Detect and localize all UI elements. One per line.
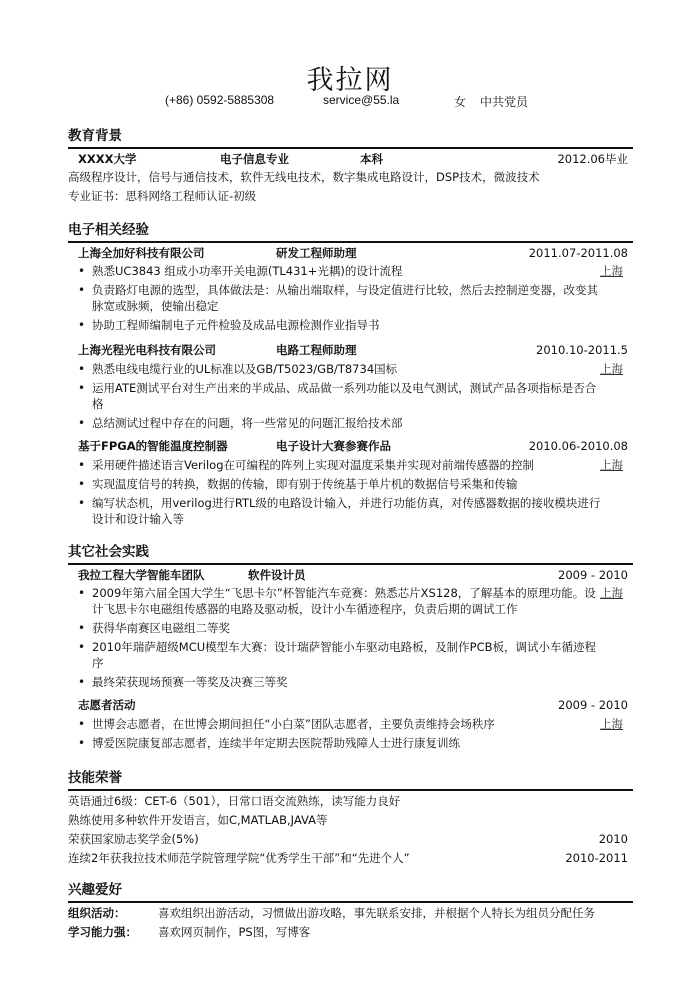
education-section (68, 126, 633, 203)
list-item: • 负责路灯电源的选型，具体做法是：从输出端取样，与设定值进行比较，然后去控制逆变器，改变其脉宽或脉频，使输出稳定 (68, 282, 603, 314)
skill-date: 2010-2011 (565, 851, 628, 865)
job-bullets (68, 361, 603, 434)
job-bullets (68, 457, 603, 530)
resume-name: 我拉网 (306, 65, 394, 96)
list-item: • 运用ATE测试平台对生产出来的半成品、成品做一系列功能以及电气测试，测试产品各项指标是否合格 (68, 380, 603, 412)
hobby-text: 喜欢网页制作，PS图，写博客 (158, 925, 311, 939)
skill-line: 荣获国家励志奖学金(5%) (68, 832, 199, 846)
major: 电子信息专业 (220, 152, 289, 166)
list-item: • 总结测试过程中存在的问题，将一些常见的问题汇报给技术部 (68, 415, 603, 431)
activity-date: 2009 - 2010 (558, 698, 628, 712)
list-item: • 熟悉电线电缆行业的UL标准以及GB/T5023/GB/T8734国标 (68, 361, 603, 377)
hobbies-section (68, 880, 633, 939)
activity-location: 上海 (600, 586, 623, 600)
skill-line: 连续2年获我拉技术师范学院管理学院“优秀学生干部”和“先进个人” (68, 851, 410, 865)
activity-bullets (68, 716, 603, 754)
skill-line: 熟练使用多种软件开发语言，如C,MATLAB,JAVA等 (68, 813, 328, 827)
hobby-text: 喜欢组织出游活动，习惯做出游攻略，事先联系安排，并根据个人特长为组员分配任务 (158, 906, 595, 920)
political-status: 中共党员 (480, 95, 529, 109)
list-item: • 采用硬件描述语言Verilog在可编程的阵列上实现对温度采集并实现对前端传感器的控制 (68, 457, 603, 473)
skill-date: 2010 (598, 832, 628, 846)
job-location: 上海 (600, 264, 623, 278)
list-item: • 协助工程师编制电子元件检验及成品电源检测作业指导书 (68, 317, 603, 333)
hobby-label: 学习能力强： (68, 925, 137, 939)
job-date: 2010.06-2010.08 (528, 439, 628, 453)
school-name: XXXX大学 (78, 152, 137, 166)
degree: 本科 (360, 152, 383, 166)
skills-section (68, 768, 633, 865)
social-section (68, 542, 633, 750)
company-name: 上海光程光电科技有限公司 (78, 343, 216, 357)
activity-location: 上海 (600, 717, 623, 731)
job-role: 电子设计大赛参赛作品 (276, 439, 391, 453)
list-item: • 实现温度信号的转换，数据的传输，即有别于传统基于单片机的数据信号采集和传输 (68, 476, 603, 492)
section-title: 教育背景 (68, 128, 122, 144)
section-divider (68, 241, 633, 243)
list-item: • 2009年第六届全国大学生“飞思卡尔”杯智能汽车竞赛：熟悉芯片XS128，了解基本的原理功能。设计飞思卡尔电磁组传感器的电路及驱动板，设计小车循迹程序，负责后期的调试工作 (68, 585, 603, 617)
section-divider (68, 563, 633, 565)
job-date: 2011.07-2011.08 (528, 246, 628, 260)
job-role: 电路工程师助理 (276, 343, 357, 357)
activity-org: 志愿者活动 (78, 698, 136, 712)
activity-date: 2009 - 2010 (558, 568, 628, 582)
job-date: 2010.10-2011.5 (536, 343, 628, 357)
list-item: • 2010年瑞萨超级MCU模型车大赛：设计瑞萨智能小车驱动电路板，及制作PCB板，调试小车循迹程序 (68, 639, 603, 671)
list-item: • 博爱医院康复部志愿者，连续半年定期去医院帮助残障人士进行康复训练 (68, 735, 603, 751)
company-name: 上海全加好科技有限公司 (78, 246, 205, 260)
job-role: 研发工程师助理 (276, 246, 357, 260)
section-title: 兴趣爱好 (68, 882, 122, 898)
activity-bullets (68, 585, 603, 693)
section-divider (68, 789, 633, 791)
gender: 女 (454, 95, 467, 109)
list-item: • 最终荣获现场预赛一等奖及决赛三等奖 (68, 674, 603, 690)
section-divider (68, 901, 633, 903)
certificate: 专业证书：思科网络工程师认证-初级 (68, 189, 257, 203)
job-bullets (68, 263, 603, 336)
job-location: 上海 (600, 458, 623, 472)
skill-line: 英语通过6级：CET-6（501），日常口语交流熟练，读写能力良好 (68, 794, 401, 808)
list-item: • 熟悉UC3843 组成小功率开关电源(TL431+光耦)的设计流程 (68, 263, 603, 279)
hobby-label: 组织活动： (68, 906, 126, 920)
section-title: 电子相关经验 (68, 222, 149, 238)
list-item: • 编写状态机，用verilog进行RTL级的电路设计输入，并进行功能仿真，对传感器数据的接收模块进行设计和设计输入等 (68, 495, 603, 527)
graduation-date: 2012.06毕业 (557, 152, 628, 166)
courses: 高级程序设计，信号与通信技术，软件无线电技术，数字集成电路设计，DSP技术，微波技术 (68, 170, 540, 184)
activity-org: 我拉工程大学智能车团队 (78, 568, 205, 582)
section-title: 技能荣誉 (68, 770, 122, 786)
section-title: 其它社会实践 (68, 544, 149, 560)
experience-section (68, 220, 633, 526)
list-item: • 获得华南赛区电磁组二等奖 (68, 620, 603, 636)
phone-number: (+86) 0592-5885308 (165, 93, 275, 107)
company-name: 基于FPGA的智能温度控制器 (78, 439, 228, 453)
email-address: service@55.la (323, 93, 400, 107)
section-divider (68, 147, 633, 149)
job-location: 上海 (600, 362, 623, 376)
list-item: • 世博会志愿者，在世博会期间担任“小白菜”团队志愿者，主要负责维持会场秩序 (68, 716, 603, 732)
activity-role: 软件设计员 (248, 568, 306, 582)
